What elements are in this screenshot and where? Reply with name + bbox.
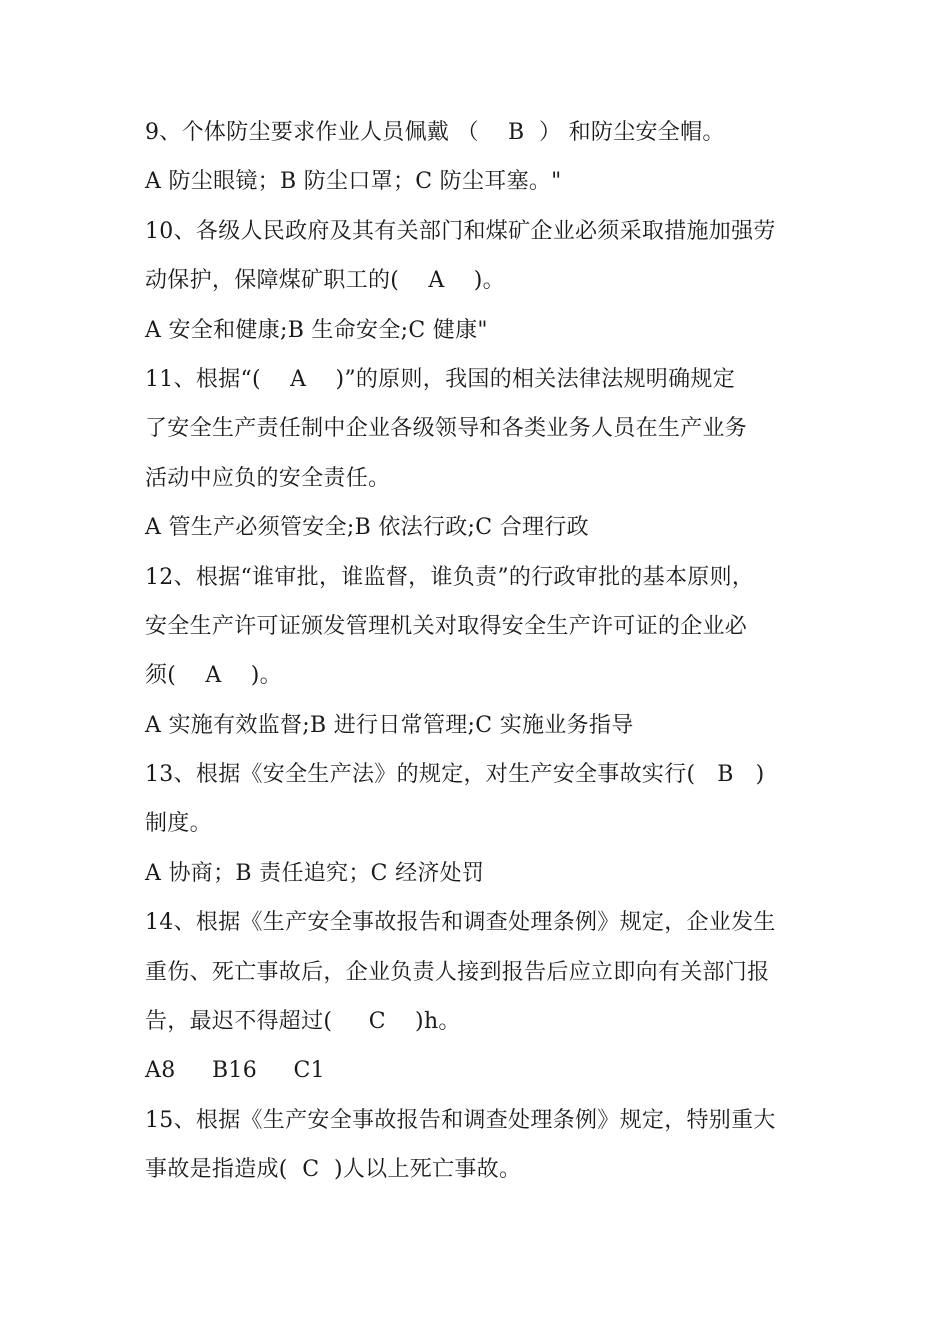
question-14-line-1: 14、根据《生产安全事故报告和调查处理条例》规定，企业发生 bbox=[145, 910, 776, 936]
question-11-line-2: 了安全生产责任制中企业各级领导和各类业务人员在生产业务 bbox=[145, 416, 748, 442]
question-14-line-2: 重伤、死亡事故后，企业负责人接到报告后应立即向有关部门报 bbox=[145, 959, 770, 985]
document-body bbox=[145, 108, 815, 1195]
question-9-line-1: 9、个体防尘要求作业人员佩戴 （ B ） 和防尘安全帽。 bbox=[145, 120, 725, 145]
question-14-options: A8 B16 C1 bbox=[145, 1058, 325, 1084]
question-14-line-3: 告，最迟不得超过( C )h。 bbox=[145, 1009, 461, 1035]
question-13-options: A 协商；B 责任追究；C 经济处罚 bbox=[145, 860, 485, 886]
question-12-line-1: 12、根据“谁审批，谁监督，谁负责”的行政审批的基本原则， bbox=[145, 564, 755, 590]
question-13-line-2: 制度。 bbox=[145, 811, 212, 837]
question-12-line-3: 须( A )。 bbox=[145, 663, 282, 689]
question-12-line-2: 安全生产许可证颁发管理机关对取得安全生产许可证的企业必 bbox=[145, 613, 748, 639]
question-11-options: A 管生产必须管安全;B 依法行政;C 合理行政 bbox=[145, 515, 589, 541]
question-10-line-1: 10、各级人民政府及其有关部门和煤矿企业必须采取措施加强劳 bbox=[145, 218, 776, 244]
question-15-line-1: 15、根据《生产安全事故报告和调查处理条例》规定，特别重大 bbox=[145, 1107, 776, 1133]
question-11-line-1: 11、根据“( A )”的原则，我国的相关法律法规明确规定 bbox=[145, 366, 735, 392]
question-9-options: A 防尘眼镜；B 防尘口罩；C 防尘耳塞。" bbox=[145, 169, 562, 195]
question-12-options: A 实施有效监督;B 进行日常管理;C 实施业务指导 bbox=[145, 712, 634, 738]
question-15-line-2: 事故是指造成( C )人以上死亡事故。 bbox=[145, 1157, 522, 1183]
question-10-options: A 安全和健康;B 生命安全;C 健康" bbox=[145, 317, 488, 343]
question-13-line-1: 13、根据《安全生产法》的规定，对生产安全事故实行( B ) bbox=[145, 762, 765, 788]
question-11-line-3: 活动中应负的安全责任。 bbox=[145, 465, 391, 491]
question-10-line-2: 动保护，保障煤矿职工的( A )。 bbox=[145, 268, 505, 294]
